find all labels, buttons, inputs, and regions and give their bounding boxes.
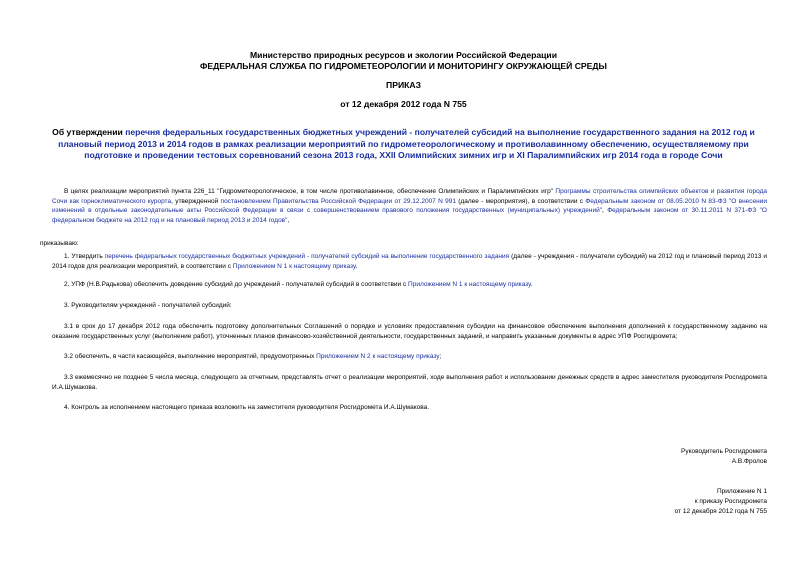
preamble-text-3: (далее - мероприятия), в соответствии с [455,197,586,205]
order-word: приказываю: [40,240,79,247]
subject-link[interactable]: перечня федеральных государственных бюджетных учреждений - получателей субсидий на выполнение государственного задания на 2012 год и плановый период 2013 и 2014 годов в рамках реализации мероприятий по гидрометеорологическому и противолавинному обеспечению, осуществляемому при подготовке и проведении тестовых соревнований сезона 2013 года, XXII Олимпийских зимних игр и XI Паралимпийских игр 2014 года в городе Сочи [58,127,755,160]
appendix-1-link[interactable]: Приложением N 1 к настоящему приказу [232,262,356,270]
item-3-2-text-2: ; [439,353,442,360]
signature-name: А.В.Фролов [731,458,767,465]
item-3: 3. Руководителям учреждений - получателей субсидий: [64,302,232,309]
appendix-ref: к приказу Росгидромета [694,498,767,505]
appendix-title: Приложение N 1 [716,488,767,495]
federal-law-371-link[interactable]: Федеральным законом от 30.11.2011 N 371-ФЗ "О федеральном бюджете на 2012 год и на плановый период 2013 и 2014 годов" [52,207,767,224]
appendix-1-link-2[interactable]: Приложением N 1 к настоящему приказу [408,281,531,288]
preamble-text-5: , [287,216,290,224]
item-3-3: 3.3 ежемесячно не позднее 5 числа месяца, следующего за отчетным, представлять отчет о реализации мероприятий, ходе выполнения работ и использовании денежных средств в адрес заместителя руководителя Росгидромета И.А.Шумакова. [52,374,767,391]
document-subject [40,127,767,162]
government-resolution-link[interactable]: постановлением Правительства Российской Федерации от 29.12.2007 N 991 [220,197,456,205]
signature-position: Руководитель Росгидромета [680,448,767,455]
item-3-1: 3.1 в срок до 17 декабря 2012 года обеспечить подготовку дополнительных Соглашений о порядке и условиях предоставления субсидии на финансовое обеспечение выполнения дополнений к государственному заданию на оказание государственных услуг (выполнение работ), уточненных планов финансово-хозяйственной деятельности, государственных заданий, и направить указанные документы в адрес УПФ Росгидромета; [52,323,767,340]
appendix-date: от 12 декабря 2012 года N 755 [674,508,767,515]
document-type: ПРИКАЗ [386,80,421,90]
sochi-program-link[interactable]: Программы строительства олимпийских объектов и развития города Сочи как горноклиматического курорта [52,188,767,205]
ministry-name: Министерство природных ресурсов и экологии Российской Федерации [250,50,557,60]
service-name: ФЕДЕРАЛЬНАЯ СЛУЖБА ПО ГИДРОМЕТЕОРОЛОГИИ И МОНИТОРИНГУ ОКРУЖАЮЩЕЙ СРЕДЫ [200,61,607,71]
item-1 [52,252,767,271]
document-date-number: от 12 декабря 2012 года N 755 [340,99,467,109]
item-2 [52,280,767,290]
item-1-text-1: 1. Утвердить [64,253,105,260]
item-3-2 [52,352,767,362]
preamble-text-1: В целях реализации мероприятий пункта 226_11 "Гидрометеорологическое, в том числе противолавинное, обеспечение Олимпийских и Паралимпийских игр" [64,188,556,195]
item-2-text-1: 2. УПФ (Н.В.Радькова) обеспечить доведение субсидий до учреждений - получателей субсидий в соответствии с [64,281,409,288]
preamble-text-4: , [602,207,608,215]
institutions-list-link[interactable]: перечень федеральных государственных бюджетных учреждений - получателей субсидий на выполнение государственного задания [104,253,510,260]
preamble-text-2: , утвержденной [171,197,221,205]
item-1-text-2: (далее - учреждения - получатели субсидий) на 2012 год и плановый период 2013 и 2014 годов для реализации мероприятий, в соответствии с [52,253,767,270]
preamble-paragraph [52,187,767,225]
item-1-text-3: . [355,262,358,270]
item-2-text-2: . [530,281,533,288]
subject-prefix: Об утверждении [52,127,126,137]
appendix-2-link[interactable]: Приложением N 2 к настоящему приказу [316,353,440,360]
item-3-2-text-1: 3.2 обеспечить, в части касающейся, выполнение мероприятий, предусмотренных [64,353,317,360]
federal-law-83-link[interactable]: Федеральным законом от 08.05.2010 N 83-ФЗ "О внесении изменений в отдельные законодательные акты Российской Федерации в связи с совершенствованием правового положения государственных (муниципальных) учреждений" [52,197,768,215]
item-4: 4. Контроль за исполнением настоящего приказа возложить на заместителя руководителя Росгидромета И.А.Шумакова. [64,404,430,411]
